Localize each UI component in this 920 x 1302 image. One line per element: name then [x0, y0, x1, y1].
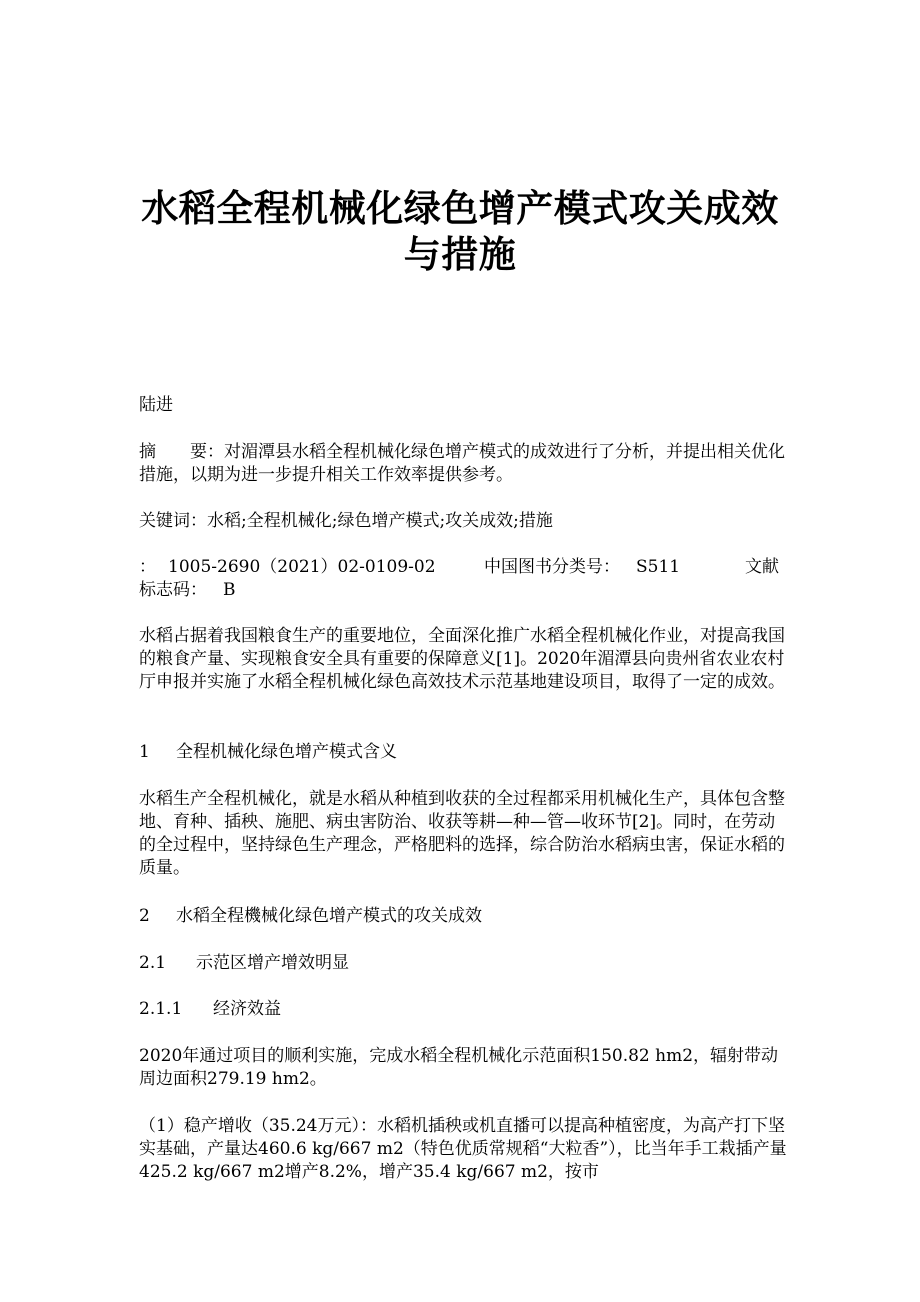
keywords [139, 510, 789, 533]
keywords-label: 关键词： [139, 511, 207, 531]
section-2-1-1-title: 经济效益 [213, 999, 281, 1019]
keywords-text: 水稻;全程机械化;绿色增产模式;攻关成效;措施 [207, 511, 553, 531]
document-title [100, 186, 820, 278]
doc-label-part1: 文献 [745, 557, 779, 577]
section-2-1-1-heading [139, 998, 281, 1021]
section-2-heading [139, 905, 482, 928]
clc-value: S511 [636, 557, 681, 577]
issn-line [139, 556, 436, 579]
section-1-heading [139, 741, 397, 764]
section-2-title: 水稻全程機械化绿色增产模式的攻关成效 [176, 906, 482, 926]
section-2-1-number: 2.1 [139, 953, 167, 973]
abstract-text: 对湄潭县水稻全程机械化绿色增产模式的成效进行了分析，并提出相关优化措施，以期为进一步提升相关工作效率提供参考。 [139, 442, 785, 485]
clc-label: 中国图书分类号： [484, 557, 620, 577]
section-2-1-1-number: 2.1.1 [139, 999, 183, 1019]
section-1-number: 1 [139, 742, 150, 762]
section-1-title: 全程机械化绿色增产模式含义 [176, 742, 397, 762]
abstract-label: 摘 要： [139, 442, 224, 462]
item-1-paragraph: （1）稳产增收（35.24万元）：水稻机插秧或机直播可以提高种植密度，为高产打下坚实基础，产量达460.6 kg/667 m2（特色优质常规稻“大粒香”），比当年手工栽插产量425.2 kg/667 m2增产8.2%，增产35.4 kg/667 m2，按市 [139, 1116, 787, 1182]
doc-label-part2: 标志码： [139, 580, 207, 600]
clc-group [484, 556, 680, 579]
abstract [139, 441, 789, 487]
section-2-number: 2 [139, 906, 150, 926]
doc-code-line [139, 579, 236, 602]
doc-value: B [223, 580, 236, 600]
issn: 1005-2690（2021）02-0109-02 [168, 557, 436, 577]
issn-prefix: ： [139, 557, 156, 577]
intro-paragraph: 水稻占据着我国粮食生产的重要地位，全面深化推广水稻全程机械化作业，对提高我国的粮食产量、实现粮食安全具有重要的保障意义[1]。2020年湄潭县向贵州省农业农村厅申报并实施了水稻全程机械化绿色高效技术示范基地建设项目，取得了一定的成效。 [139, 626, 785, 692]
author: 陆进 [139, 395, 173, 415]
section-1-paragraph: 水稻生产全程机械化，就是水稻从种植到收获的全过程都采用机械化生产，具体包含整地、育种、插秧、施肥、病虫害防治、收获等耕—种—管—收环节[2]。同时，在劳动的全过程中，坚持绿色生产理念，严格肥料的选择，综合防治水稻病虫害，保证水稻的质量。 [139, 789, 785, 878]
title-line-2: 与措施 [403, 233, 517, 276]
title-line-1: 水稻全程机械化绿色增产模式攻关成效 [141, 187, 779, 230]
benefit-paragraph: 2020年通过项目的顺利实施，完成水稻全程机械化示范面积150.82 hm2，辐射带动周边面积279.19 hm2。 [139, 1046, 779, 1089]
section-2-1-heading [139, 952, 349, 975]
section-2-1-title: 示范区增产增效明显 [196, 953, 349, 973]
